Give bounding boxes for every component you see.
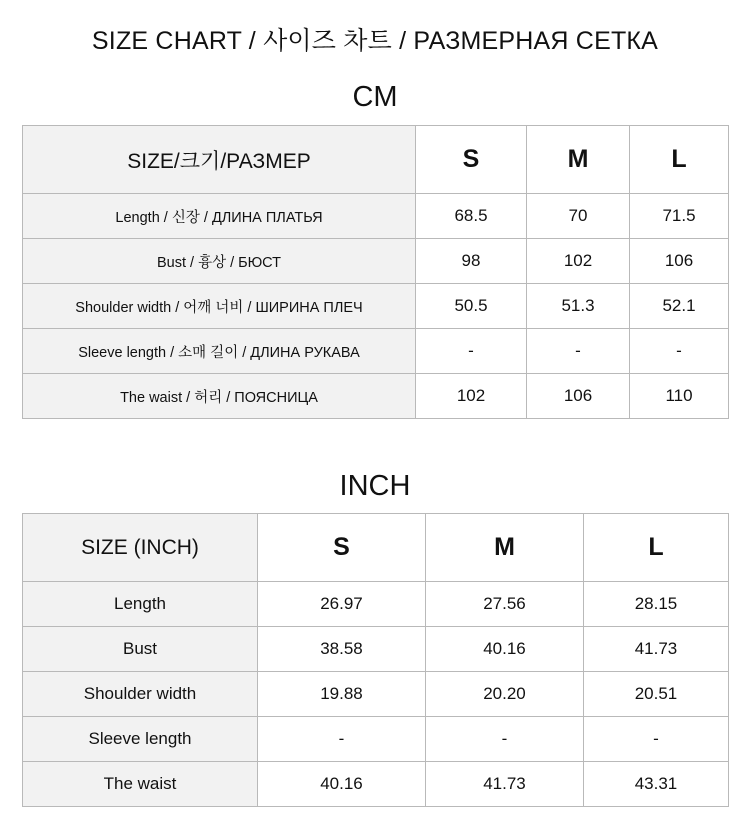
cell-value: 50.5 [416, 284, 527, 329]
table-row [23, 284, 729, 329]
cm-size-table [22, 125, 729, 419]
cell-value: 27.56 [426, 582, 584, 627]
row-label: Shoulder width [23, 672, 258, 717]
table-row [23, 374, 729, 419]
size-column-header: SIZE (INCH) [23, 514, 258, 582]
cell-value: 98 [416, 239, 527, 284]
size-s-header: S [258, 514, 426, 582]
row-label: The waist [23, 762, 258, 807]
row-label: Length [23, 582, 258, 627]
cell-value: 102 [416, 374, 527, 419]
cell-value: 38.58 [258, 627, 426, 672]
table-row [23, 627, 729, 672]
table-header-row [23, 514, 729, 582]
cell-value: 70 [527, 194, 630, 239]
cell-value: 41.73 [426, 762, 584, 807]
cell-value: 110 [630, 374, 729, 419]
table-row [23, 717, 729, 762]
table-row [23, 672, 729, 717]
table-row [23, 762, 729, 807]
table-row [23, 329, 729, 374]
inch-section-title: INCH [339, 470, 411, 502]
cell-value: 51.3 [527, 284, 630, 329]
row-label: Shoulder width / 어깨 너비 / ШИРИНА ПЛЕЧ [23, 284, 416, 329]
cm-section-title: CM [352, 81, 398, 113]
row-label: Length / 신장 / ДЛИНА ПЛАТЬЯ [23, 194, 416, 239]
cell-value: 68.5 [416, 194, 527, 239]
size-l-header: L [584, 514, 729, 582]
cell-value: 106 [630, 239, 729, 284]
cell-value: - [630, 329, 729, 374]
cell-value: 41.73 [584, 627, 729, 672]
cell-value: 20.20 [426, 672, 584, 717]
cell-value: 19.88 [258, 672, 426, 717]
table-row [23, 239, 729, 284]
cell-value: 43.31 [584, 762, 729, 807]
cell-value: 106 [527, 374, 630, 419]
row-label: Sleeve length [23, 717, 258, 762]
cell-value: - [527, 329, 630, 374]
cell-value: - [584, 717, 729, 762]
inch-size-table [22, 513, 729, 807]
size-m-header: M [426, 514, 584, 582]
table-row [23, 194, 729, 239]
cell-value: 102 [527, 239, 630, 284]
cell-value: 40.16 [426, 627, 584, 672]
row-label: The waist / 허리 / ПОЯСНИЦА [23, 374, 416, 419]
cell-value: - [426, 717, 584, 762]
size-m-header: M [527, 126, 630, 194]
row-label: Bust / 흉상 / БЮСТ [23, 239, 416, 284]
size-l-header: L [630, 126, 729, 194]
cell-value: 40.16 [258, 762, 426, 807]
cell-value: - [416, 329, 527, 374]
table-header-row [23, 126, 729, 194]
size-column-header: SIZE/크기/РАЗМЕР [23, 126, 416, 194]
cell-value: 20.51 [584, 672, 729, 717]
row-label: Sleeve length / 소매 길이 / ДЛИНА РУКАВА [23, 329, 416, 374]
table-row [23, 582, 729, 627]
cell-value: 28.15 [584, 582, 729, 627]
cell-value: 26.97 [258, 582, 426, 627]
cell-value: 71.5 [630, 194, 729, 239]
row-label: Bust [23, 627, 258, 672]
cell-value: - [258, 717, 426, 762]
page-title: SIZE CHART / 사이즈 차트 / РАЗМЕРНАЯ СЕТКА [91, 27, 659, 55]
cell-value: 52.1 [630, 284, 729, 329]
size-s-header: S [416, 126, 527, 194]
